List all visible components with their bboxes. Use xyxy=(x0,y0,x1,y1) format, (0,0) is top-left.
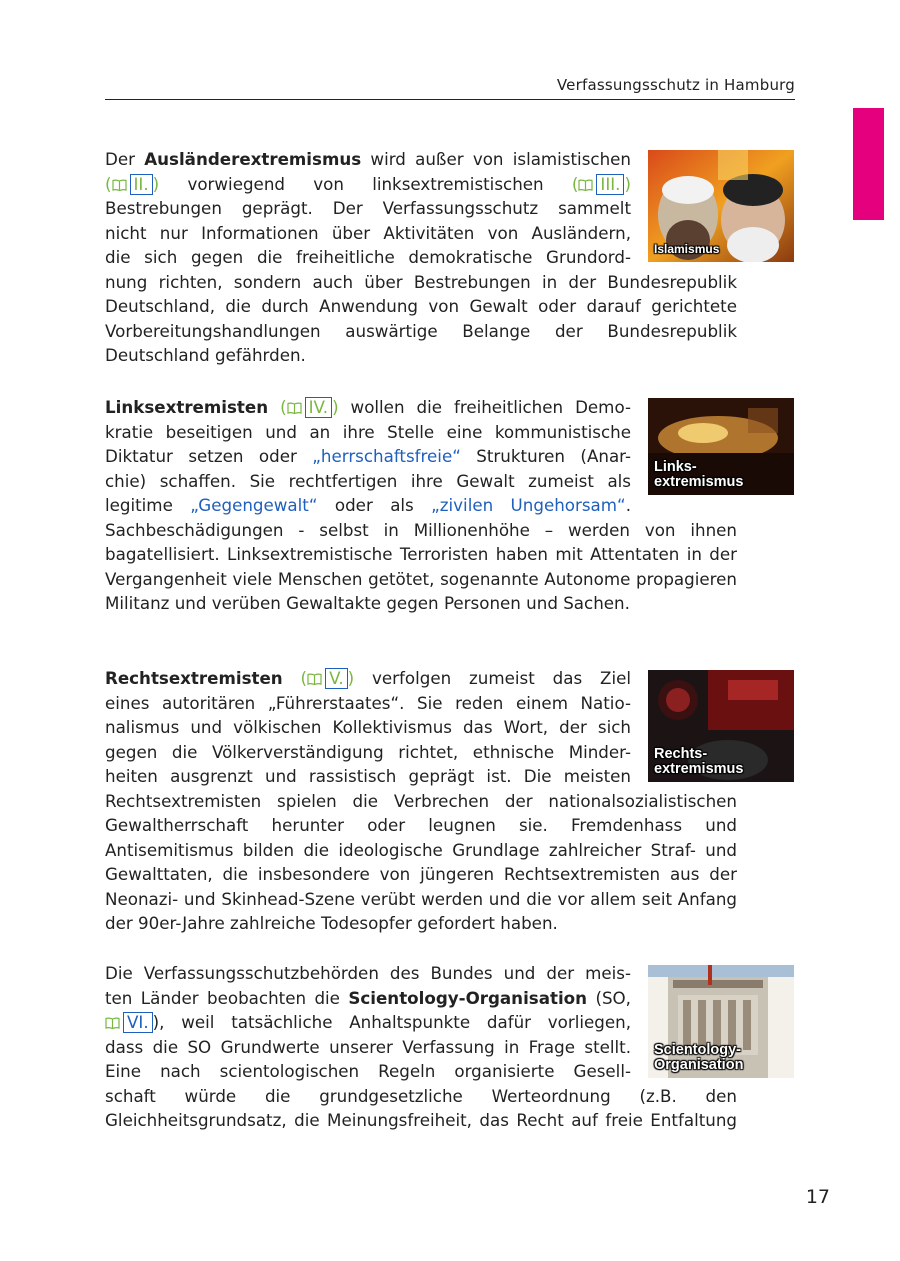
text-line: nalismus und völkischen Kollektivismus das Wort, der sich xyxy=(105,717,631,737)
book-icon xyxy=(105,1017,120,1029)
text-line: Linksextremisten ( IV. ) wollen die freiheitlichen Demo - xyxy=(105,395,631,420)
text-line: ten Länder beobachten die Scientology-Organisation (SO, xyxy=(105,987,631,1008)
islamismus-label: Islamismus xyxy=(654,242,720,256)
paragraph-linksextremisten xyxy=(105,395,737,616)
text-line: eines autoritären „Führerstaates“. Sie reden einem Natio - xyxy=(105,691,631,716)
book-icon xyxy=(307,673,322,685)
reference-link-iii[interactable]: III. xyxy=(596,174,624,195)
text-line: legitime „Gegengewalt“ oder als „zivilen Ungehorsam“. xyxy=(105,495,631,515)
book-icon xyxy=(112,179,127,191)
text-line: dass die SO Grundwerte unserer Verfassung in Frage stellt. xyxy=(105,1036,631,1057)
text-line: Rechtsextremisten ( V. ) verfolgen zumeist das Ziel xyxy=(105,668,631,688)
text-line: gegen die Völkerverständigung richtet, ethnische Minder - xyxy=(105,740,631,765)
chapter-tab-marker xyxy=(853,108,884,220)
islamismus-photo xyxy=(648,150,794,262)
text-line: Die Verfassungsschutzbehörden des Bundes und der meis - xyxy=(105,961,631,986)
running-header: Verfassungsschutz in Hamburg xyxy=(556,76,795,94)
paragraph-rest: Rechtsextremisten spielen die Verbrechen der nationalsozialistischen Gewaltherrschaft herunter oder leugnen sie. Fremdenhass und Antisemitismus bilden die ideologische Grundlage zahlreicher Straf- und Gewalttaten, die insbesondere von jüngeren Rechtsextremisten aus der Neonazi- und Skinhead-Szene verübt werden und die vor allem seit Anfang der 90er-Jahre zahlreiche Todesopfer gefordert haben. xyxy=(105,790,737,933)
book-icon xyxy=(287,402,302,414)
paragraph-scientology xyxy=(105,961,737,1133)
paragraph-rechtsextremisten xyxy=(105,666,737,936)
reference-link-ii[interactable]: II. xyxy=(130,174,153,195)
text-line: die sich gegen die freiheitliche demokratische Grundord - xyxy=(105,245,631,270)
term-linksextremisten: Linksextremisten xyxy=(105,397,269,417)
term-auslaenderextremismus: Ausländerextremismus xyxy=(144,149,362,169)
reference-link-v[interactable]: V. xyxy=(325,668,348,689)
text-line: ( II. ) vorwiegend von linksextremistischen ( III. ) xyxy=(105,173,631,194)
scientology-label: Scientology- Organisation xyxy=(654,1042,744,1073)
paragraph-auslaenderextremismus xyxy=(105,147,737,368)
book-icon xyxy=(578,179,593,191)
reference-link-vi[interactable]: VI. xyxy=(123,1012,153,1033)
rechtsextremismus-label: Rechts- extremismus xyxy=(654,746,744,777)
reference-link-iv[interactable]: IV. xyxy=(305,397,333,418)
paragraph-rest: Sachbeschädigungen - selbst in Millionenhöhe – werden von ihnen bagatellisiert. Linksextremistische Terroristen haben mit Attentaten in der Vergangenheit viele Menschen getötet, sogenannte Autonome propagieren Militanz und verüben Gewaltakte gegen Personen und Sachen. xyxy=(105,519,737,613)
term-scientology-organisation: Scientology-Organisation xyxy=(348,987,588,1008)
text-line: VI. ), weil tatsächliche Anhaltspunkte dafür vorliegen, xyxy=(105,1010,631,1035)
link-zivilen-ungehorsam[interactable]: „zivilen Ungehorsam“ xyxy=(431,495,626,515)
paragraph-rest: schaft würde die grundgesetzliche Werteordnung (z.B. den Gleichheitsgrundsatz, die Meinungsfreiheit, das Recht auf freie Entfaltung xyxy=(105,1085,737,1130)
rechtsextremismus-photo xyxy=(648,670,794,782)
link-gegengewalt[interactable]: „Gegengewalt“ xyxy=(190,495,318,515)
text-line: Eine nach scientologischen Regeln organisierte Gesell - xyxy=(105,1059,631,1084)
page-number: 17 xyxy=(805,1186,830,1208)
text-line: Bestrebungen geprägt. Der Verfassungsschutz sammelt xyxy=(105,198,631,218)
scientology-photo xyxy=(648,965,794,1078)
text-line: heiten ausgrenzt und rassistisch geprägt ist. Die meisten xyxy=(105,766,631,786)
term-rechtsextremisten: Rechtsextremisten xyxy=(105,668,283,688)
text-line: nicht nur Informationen über Aktivitäten von Ausländern, xyxy=(105,222,631,243)
paragraph-rest: nung richten, sondern auch über Bestrebungen in der Bundesrepublik Deutschland, die durch Anwendung von Gewalt oder darauf gerichtete Vorbereitungshandlungen auswärtige Belange der Bundesrepublik Deutschland gefährden. xyxy=(105,271,737,365)
linksextremismus-label: Links- extremismus xyxy=(654,459,744,490)
text-line: Diktatur setzen oder „herrschaftsfreie“ Strukturen (Anar - xyxy=(105,444,631,469)
text-line: chie) schaffen. Sie rechtfertigen ihre Gewalt zumeist als xyxy=(105,470,631,491)
linksextremismus-photo xyxy=(648,398,794,495)
link-herrschaftsfreie[interactable]: „herrschaftsfreie“ xyxy=(312,446,461,466)
text-line: Der Ausländerextremismus wird außer von islamistischen xyxy=(105,149,631,169)
text-line: kratie beseitigen und an ihre Stelle eine kommunistische xyxy=(105,421,631,442)
header-rule xyxy=(105,99,795,100)
